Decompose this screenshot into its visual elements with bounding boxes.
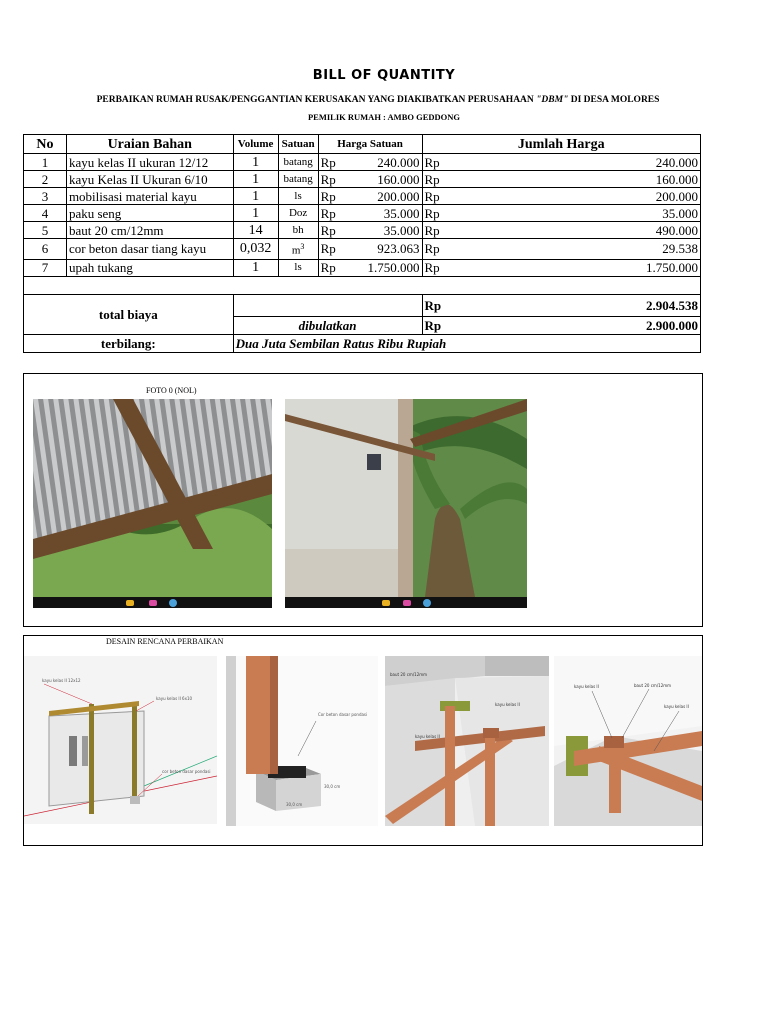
cell-jumlah-rp: Rp [422, 205, 452, 222]
cell-harga-rp: Rp [318, 205, 348, 222]
cell-jumlah: 29.538 [452, 239, 701, 260]
total-row [24, 294, 701, 316]
cell-no: 6 [24, 239, 67, 260]
cell-satuan [278, 239, 318, 260]
header-no: No [24, 135, 67, 154]
cell-jumlah: 160.000 [452, 171, 701, 188]
rounded-label: dibulatkan [233, 316, 422, 334]
cell-harga: 200.000 [348, 188, 422, 205]
header-satuan: Satuan [278, 135, 318, 154]
header-harga: Harga Satuan [318, 135, 422, 154]
wall-palm-image [285, 399, 527, 608]
svg-text:30,0 cm: 30,0 cm [324, 784, 341, 789]
cell-harga: 35.000 [348, 205, 422, 222]
cell-satuan: bh [278, 222, 318, 239]
cell-no: 7 [24, 259, 67, 276]
cell-satuan: batang [278, 171, 318, 188]
photo-panel-label: FOTO 0 (NOL) [146, 386, 197, 395]
wall-palm-photo [285, 399, 527, 608]
design-panel-label: DESAIN RENCANA PERBAIKAN [106, 637, 224, 646]
unit-exponent: 3 [300, 242, 305, 251]
cell-volume: 1 [233, 259, 278, 276]
table-row [24, 259, 701, 276]
design-render-beam-detail [554, 656, 702, 826]
table-row [24, 205, 701, 222]
cell-uraian: kayu Kelas II Ukuran 6/10 [66, 171, 233, 188]
cell-satuan: Doz [278, 205, 318, 222]
cell-harga: 923.063 [348, 239, 422, 260]
cell-jumlah-rp: Rp [422, 171, 452, 188]
svg-text:30,0 cm: 30,0 cm [286, 802, 303, 807]
table-row [24, 171, 701, 188]
terbilang-value: Dua Juta Sembilan Ratus Ribu Rupiah [233, 334, 700, 352]
cell-harga: 160.000 [348, 171, 422, 188]
cell-volume: 1 [233, 171, 278, 188]
table-row [24, 154, 701, 171]
cell-no: 2 [24, 171, 67, 188]
cell-harga-rp: Rp [318, 239, 348, 260]
rounded-value: 2.900.000 [452, 316, 701, 334]
cell-jumlah: 35.000 [452, 205, 701, 222]
table-row [24, 239, 701, 260]
table-header-row [24, 135, 701, 154]
header-uraian: Uraian Bahan [66, 135, 233, 154]
blank-row [24, 276, 701, 294]
cell-jumlah-rp: Rp [422, 222, 452, 239]
cell-no: 4 [24, 205, 67, 222]
cell-uraian: baut 20 cm/12mm [66, 222, 233, 239]
design-render-house [24, 656, 217, 824]
svg-text:kayu kelas II: kayu kelas II [415, 734, 440, 739]
house-frame-drawing [24, 656, 217, 824]
cell-uraian: upah tukang [66, 259, 233, 276]
cell-satuan: ls [278, 188, 318, 205]
beam-detail-drawing [554, 656, 702, 826]
cell-uraian: mobilisasi material kayu [66, 188, 233, 205]
svg-text:Cor beton dasar pondasi: Cor beton dasar pondasi [318, 712, 368, 717]
cell-jumlah: 200.000 [452, 188, 701, 205]
cell-uraian: cor beton dasar tiang kayu [66, 239, 233, 260]
rounded-rp: Rp [422, 316, 452, 334]
cell-no: 3 [24, 188, 67, 205]
total-label: total biaya [24, 294, 234, 334]
cell-harga: 240.000 [377, 154, 420, 170]
cell-uraian: kayu kelas II ukuran 12/12 [66, 154, 233, 171]
svg-text:cor beton dasar pondasi: cor beton dasar pondasi [162, 769, 211, 774]
svg-text:baut 20 cm/12mm: baut 20 cm/12mm [390, 672, 428, 677]
cell-no: 1 [24, 154, 67, 171]
cell-harga-rp: Rp [318, 154, 348, 171]
cell-harga-rp: Rp [318, 171, 348, 188]
total-rp: Rp [422, 294, 452, 316]
owner-line: PEMILIK RUMAH : AMBO GEDDONG [307, 112, 461, 122]
total-value: 2.904.538 [452, 294, 701, 316]
cell-volume: 1 [233, 188, 278, 205]
boq-table [23, 134, 701, 353]
cell-jumlah-rp: Rp [422, 259, 452, 276]
cell-no: 5 [24, 222, 67, 239]
svg-text:kayu kelas II: kayu kelas II [664, 704, 689, 709]
cell-volume: 1 [233, 205, 278, 222]
cell-satuan: batang [278, 154, 318, 171]
cell-jumlah-rp: Rp [422, 188, 452, 205]
cell-jumlah: 240.000 [452, 154, 701, 171]
cell-volume: 0,032 [233, 239, 278, 260]
svg-text:kayu kelas II 12x12: kayu kelas II 12x12 [42, 678, 81, 683]
svg-text:kayu kelas II 6x10: kayu kelas II 6x10 [156, 696, 193, 701]
header-volume: Volume [233, 135, 278, 154]
cell-harga: 1.750.000 [348, 259, 422, 276]
roof-underside-photo [33, 399, 272, 608]
unit-text: m [291, 244, 301, 257]
svg-text:baut 20 cm/12mm: baut 20 cm/12mm [634, 683, 672, 688]
cell-harga-rp: Rp [318, 222, 348, 239]
cell-jumlah: 1.750.000 [452, 259, 701, 276]
cell-harga-rp: Rp [318, 259, 348, 276]
document-title: BILL OF QUANTITY [312, 68, 456, 83]
column-base-drawing [226, 656, 378, 826]
design-render-corner-frame [385, 656, 549, 826]
cell-volume: 1 [233, 154, 278, 171]
cell-jumlah-rp: Rp [422, 239, 452, 260]
table-row [24, 188, 701, 205]
cell-harga: 35.000 [348, 222, 422, 239]
cell-jumlah-rp: Rp [422, 154, 452, 171]
svg-text:kayu kelas II: kayu kelas II [495, 702, 520, 707]
photo-panel [23, 373, 703, 627]
svg-text:kayu kelas II: kayu kelas II [574, 684, 599, 689]
terbilang-row [24, 334, 701, 352]
table-row [24, 222, 701, 239]
document-subtitle: PERBAIKAN RUMAH RUSAK/PENGGANTIAN KERUSAKAN YANG DIAKIBATKAN PERUSAHAAN "DBM" DI DESA MOLORES [96, 95, 660, 105]
design-render-column-base [226, 656, 378, 826]
terbilang-label: terbilang: [24, 334, 234, 352]
cell-uraian: paku seng [66, 205, 233, 222]
cell-jumlah: 490.000 [452, 222, 701, 239]
header-jumlah: Jumlah Harga [422, 135, 701, 154]
cell-satuan: ls [278, 259, 318, 276]
corner-frame-drawing [385, 656, 549, 826]
design-panel [23, 635, 703, 846]
cell-volume: 14 [233, 222, 278, 239]
roof-underside-image [33, 399, 272, 608]
cell-harga-rp: Rp [318, 188, 348, 205]
